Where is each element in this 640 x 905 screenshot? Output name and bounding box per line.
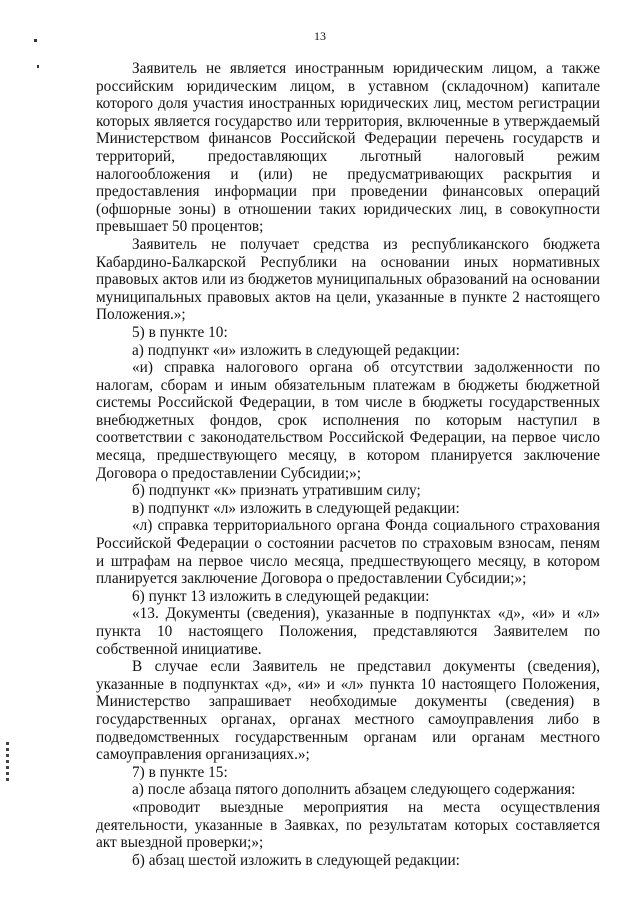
paragraph: а) подпункт «и» изложить в следующей редакции: bbox=[132, 341, 460, 359]
page-number: 13 bbox=[314, 29, 326, 43]
paragraph: «проводит выездные мероприятия на места осуществления деятельности, указанные в Заявках, по результатам которых составляется акт выездной проверки;»; bbox=[96, 798, 600, 852]
scan-artifact-dot bbox=[37, 65, 39, 68]
scan-edge-artifact bbox=[6, 742, 9, 782]
paragraph: 5) в пункте 10: bbox=[132, 323, 228, 341]
paragraph: Заявитель не является иностранным юридическим лицом, а также российским юридическим лицом, в уставном (складочном) капитале которого доля участия иностранных юридических лиц, местом регистрации которых является государство или территория, включенные в утверждаемый Министерством финансов Российской Федерации перечень государств и территорий, предоставляющих льготный налоговый режим налогообложения и (или) не предусматривающих раскрытия и предоставления информации при проведении финансовых операций (офшорные зоны) в отношении таких юридических лиц, в совокупности превышает 50 процентов; bbox=[96, 60, 600, 236]
paragraph: а) после абзаца пятого дополнить абзацем следующего содержания: bbox=[132, 781, 576, 799]
paragraph: «и) справка налогового органа об отсутствии задолженности по налогам, сборам и иным обязательным платежам в бюджеты бюджетной системы Российской Федерации, в том числе в бюджеты государственных внебюджетных фондов, срок исполнения по которым наступил в соответствии с законодательством Российской Федерации, на первое число месяца, предшествующего месяцу, в котором планируется заключение Договора о предоставлении Субсидии;»; bbox=[96, 359, 600, 482]
paragraph: «л) справка территориального органа Фонда социального страхования Российской Федерации о состоянии расчетов по страховым взносам, пеням и штрафам на первое число месяца, предшествующего месяцу, в котором планируется заключение Договора о предоставлении Субсидии;»; bbox=[96, 517, 600, 588]
paragraph: Заявитель не получает средства из республиканского бюджета Кабардино-Балкарской Республики на основании иных нормативных правовых актов или из бюджетов муниципальных образований на основании муниципальных правовых актов на цели, указанные в пункте 2 настоящего Положения.»; bbox=[96, 235, 600, 324]
paragraph: 7) в пункте 15: bbox=[132, 763, 228, 781]
document-body bbox=[96, 60, 600, 869]
paragraph: «13. Документы (сведения), указанные в подпунктах «д», «и» и «л» пункта 10 настоящего Положения, представляются Заявителем по собственной инициативе. bbox=[96, 605, 600, 658]
paragraph: в) подпункт «л» изложить в следующей редакции: bbox=[132, 499, 460, 517]
paragraph: В случае если Заявитель не представил документы (сведения), указанные в подпунктах «д», «и» и «л» пункта 10 настоящего Положения, Министерство запрашивает необходимые документы (сведения) в государственных органах, органах местного самоуправления либо в подведомственных государственным органам или органам местного самоуправления организациях.»; bbox=[96, 658, 600, 764]
paragraph: 6) пункт 13 изложить в следующей редакции: bbox=[132, 587, 430, 605]
paragraph: б) подпункт «к» признать утратившим силу; bbox=[132, 482, 421, 500]
paragraph: б) абзац шестой изложить в следующей редакции: bbox=[132, 851, 460, 869]
